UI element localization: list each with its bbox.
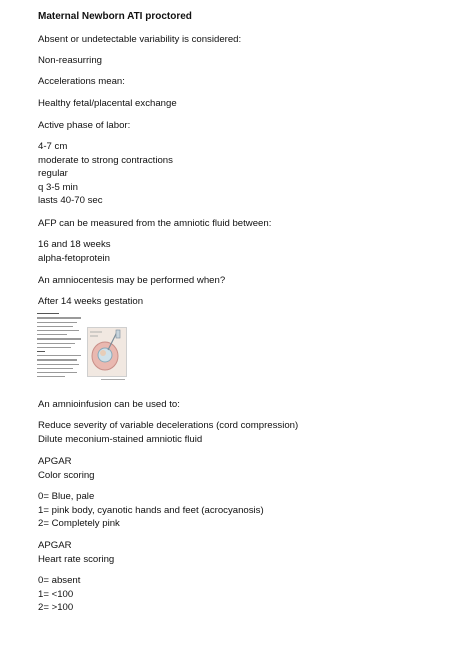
text-line: APGAR [38,456,72,467]
text-line: lasts 40-70 sec [38,195,103,206]
text-line: 0= Blue, pale [38,491,95,502]
text-line: 0= absent [38,575,81,586]
amniocentesis-figure [37,313,127,387]
paragraph [38,33,241,47]
paragraph [38,398,180,412]
paragraph [38,490,264,531]
paragraph [38,274,225,288]
text-line: Healthy fetal/placental exchange [38,98,177,109]
paragraph [38,455,95,482]
text-line: 16 and 18 weeks [38,239,111,250]
text-line: APGAR [38,540,72,551]
text-line: Reduce severity of variable decelerations (cord compression) [38,420,299,431]
figure-text-block [37,313,85,380]
text-line: Non-reasurring [38,55,102,66]
text-line: Accelerations mean: [38,76,125,87]
text-line: Active phase of labor: [38,120,131,131]
paragraph [38,419,298,446]
text-line: 1= <100 [38,588,74,600]
text-line: After 14 weeks gestation [38,296,144,307]
paragraph [38,217,271,231]
paragraph [38,295,143,309]
text-line: AFP can be measured from the amniotic fluid between: [38,218,272,229]
amniocentesis-illustration-icon [87,327,127,377]
text-line: 4-7 cm [38,141,68,152]
document-title: Maternal Newborn ATI proctored [38,11,192,22]
paragraph [38,140,173,208]
paragraph [38,574,80,615]
text-line: 2= Completely pink [38,518,120,529]
text-line: regular [38,168,68,179]
text-line: Dilute meconium-stained amniotic fluid [38,433,203,445]
text-line: An amniocentesis may be performed when? [38,275,226,286]
text-line: alpha-fetoprotein [38,252,111,264]
text-line: 2= >100 [38,602,74,613]
paragraph [38,119,130,133]
text-line: moderate to strong contractions [38,154,173,166]
text-line: 1= pink body, cyanotic hands and feet (acrocyanosis) [38,504,264,516]
paragraph [38,75,125,89]
text-line: q 3-5 min [38,181,78,193]
text-line: Heart rate scoring [38,553,115,565]
text-line: An amnioinfusion can be used to: [38,399,180,410]
paragraph [38,539,114,566]
paragraph [38,97,177,111]
text-line: Color scoring [38,469,95,481]
figure-caption [101,379,125,380]
text-line: Absent or undetectable variability is considered: [38,34,242,45]
paragraph [38,54,102,68]
paragraph [38,238,111,265]
